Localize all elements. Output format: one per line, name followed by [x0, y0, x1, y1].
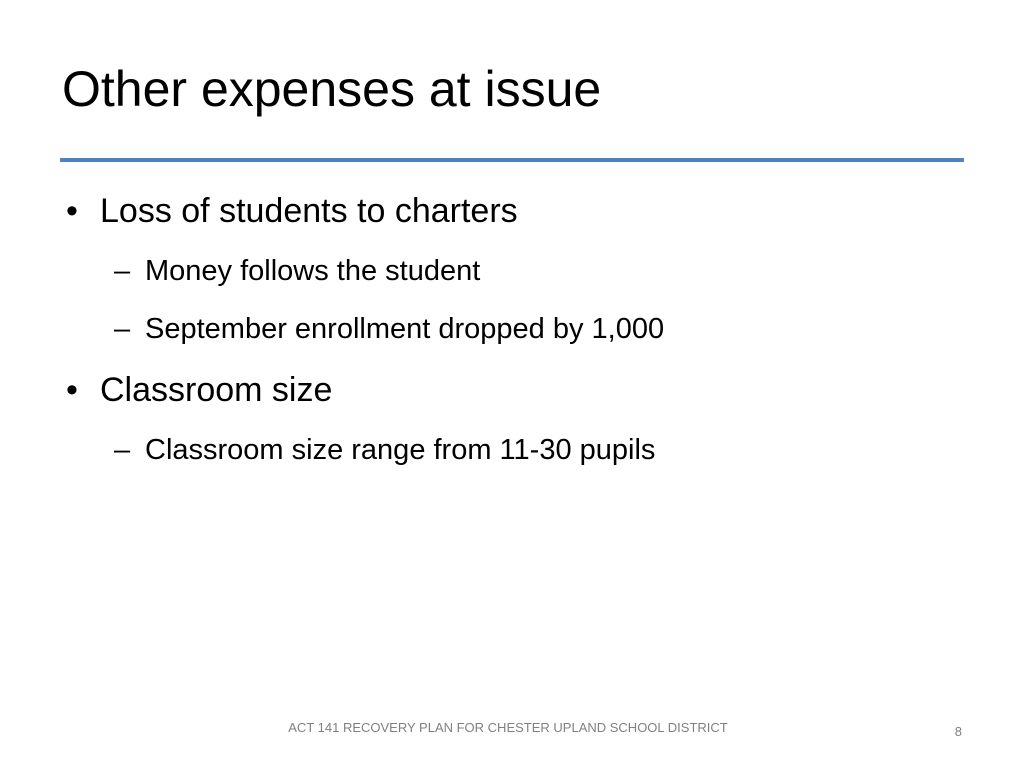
bullet-marker: •	[66, 371, 78, 409]
dash-marker: –	[114, 255, 131, 287]
sub-bullet-text: Money follows the student	[145, 255, 481, 287]
sub-bullet-item	[114, 434, 655, 467]
page-number: 8	[954, 724, 962, 739]
slide-footer: ACT 141 RECOVERY PLAN FOR CHESTER UPLAND SCHOOL DISTRICT	[288, 720, 728, 735]
sub-bullet-text: September enrollment dropped by 1,000	[145, 313, 665, 345]
bullet-marker: •	[66, 192, 78, 230]
sub-bullet-item	[114, 255, 480, 288]
bullet-item	[66, 192, 518, 231]
bullet-text: Classroom size	[100, 371, 333, 409]
slide-title: Other expenses at issue	[62, 61, 602, 117]
bullet-item	[66, 371, 332, 410]
sub-bullet-text: Classroom size range from 11-30 pupils	[145, 434, 656, 466]
sub-bullet-item	[114, 313, 664, 346]
bullet-text: Loss of students to charters	[100, 192, 518, 230]
dash-marker: –	[114, 313, 131, 345]
dash-marker: –	[114, 434, 131, 466]
